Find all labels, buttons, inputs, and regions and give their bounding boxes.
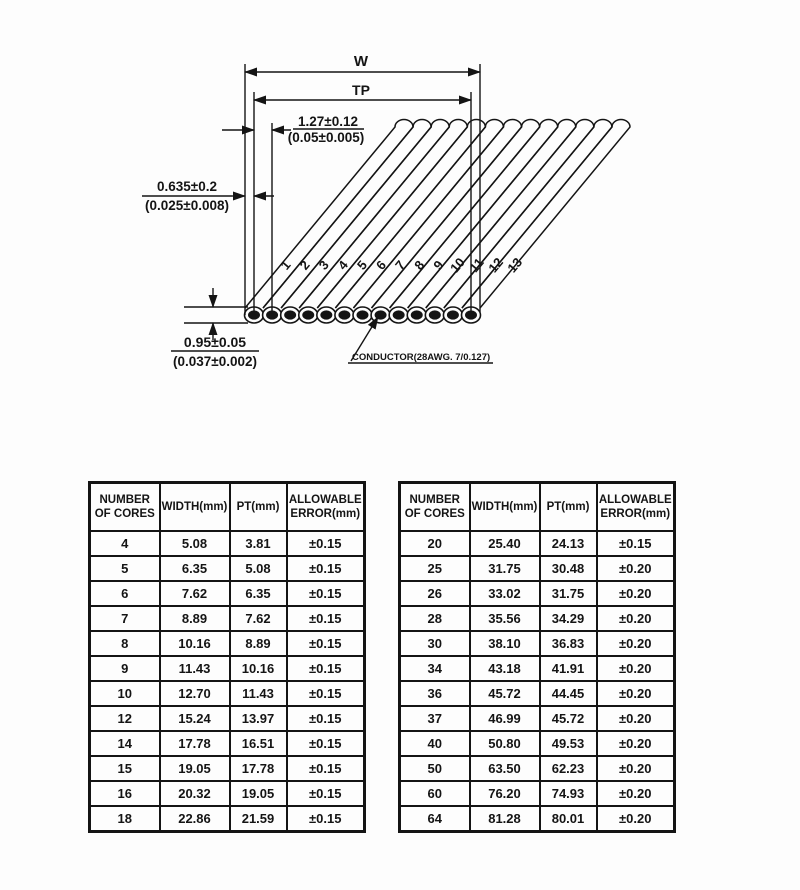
- pitch-mm-label: 1.27±0.12: [298, 114, 358, 129]
- conductor-core: [375, 310, 387, 319]
- table-cell: 25.40: [470, 531, 540, 556]
- conductor-tube: [281, 120, 449, 309]
- table-cell: 76.20: [470, 781, 540, 806]
- table-cell: ±0.15: [287, 656, 365, 681]
- table-cell: 20: [400, 531, 470, 556]
- table-row: [90, 581, 365, 606]
- table-cell: 8.89: [160, 606, 230, 631]
- conductor-number: 6: [372, 257, 390, 273]
- table-cell: ±0.20: [597, 581, 675, 606]
- conductor-number: 11: [466, 255, 487, 276]
- edge-inch-label: (0.025±0.008): [145, 198, 229, 213]
- table-row: [400, 731, 675, 756]
- table-cell: 28: [400, 606, 470, 631]
- table-cell: 45.72: [470, 681, 540, 706]
- conductor-number: 13: [504, 254, 526, 276]
- table-cell: ±0.20: [597, 606, 675, 631]
- table-cell: ±0.15: [287, 706, 365, 731]
- table-row: [90, 606, 365, 631]
- header-pt: PT(mm): [230, 483, 287, 532]
- table-row: [90, 756, 365, 781]
- conductor-core: [447, 310, 459, 319]
- table-cell: ±0.15: [287, 556, 365, 581]
- table-row: [90, 556, 365, 581]
- table-cell: ±0.15: [287, 731, 365, 756]
- table-cell: ±0.20: [597, 656, 675, 681]
- table-cell: ±0.20: [597, 731, 675, 756]
- thickness-inch-label: (0.037±0.002): [173, 354, 257, 369]
- header-pt: PT(mm): [540, 483, 597, 532]
- table-row: [400, 556, 675, 581]
- table-cell: 36: [400, 681, 470, 706]
- table-cell: 20.32: [160, 781, 230, 806]
- table-row: [90, 656, 365, 681]
- table-cell: 9: [90, 656, 160, 681]
- conductor-tube: [263, 120, 431, 309]
- table-cell: ±0.20: [597, 756, 675, 781]
- table-cell: ±0.15: [287, 756, 365, 781]
- table-cell: ±0.20: [597, 781, 675, 806]
- conductor-number: 10: [447, 254, 468, 276]
- table-cell: 21.59: [230, 806, 287, 832]
- conductor-number: 2: [296, 257, 313, 273]
- table-row: [90, 531, 365, 556]
- table-row: [400, 631, 675, 656]
- core-table-small-grid: [88, 481, 366, 833]
- conductor-core: [393, 310, 405, 319]
- table-row: [400, 781, 675, 806]
- table-cell: 64: [400, 806, 470, 832]
- table-row: [90, 731, 365, 756]
- table-cell: 8: [90, 631, 160, 656]
- table-cell: 12.70: [160, 681, 230, 706]
- conductor-core: [429, 310, 441, 319]
- conductor-number: 12: [485, 254, 507, 276]
- conductor-core: [284, 310, 296, 319]
- table-cell: ±0.15: [287, 806, 365, 832]
- table-cell: ±0.20: [597, 681, 675, 706]
- core-table-large-grid: [398, 481, 676, 833]
- table-cell: 60: [400, 781, 470, 806]
- table-cell: 6.35: [230, 581, 287, 606]
- pitch-inch-label: (0.05±0.005): [287, 130, 365, 145]
- core-table-large: [398, 481, 676, 833]
- table-cell: 7.62: [230, 606, 287, 631]
- table-cell: 7: [90, 606, 160, 631]
- table-cell: ±0.15: [287, 581, 365, 606]
- conductor-tube: [245, 120, 413, 309]
- table-cell: 43.18: [470, 656, 540, 681]
- table-cell: 50.80: [470, 731, 540, 756]
- table-cell: ±0.20: [597, 631, 675, 656]
- table-cell: 6.35: [160, 556, 230, 581]
- table-cell: 5: [90, 556, 160, 581]
- header-allowable-error: ALLOWABLE ERROR(mm): [287, 483, 365, 532]
- header-width: WIDTH(mm): [160, 483, 230, 532]
- table-cell: 15: [90, 756, 160, 781]
- table-row: [90, 631, 365, 656]
- conductor-note-label: CONDUCTOR(28AWG. 7/0.127): [352, 352, 491, 363]
- table-row: [90, 806, 365, 832]
- conductor-number: 5: [353, 257, 371, 273]
- table-header-row: [90, 483, 365, 532]
- table-cell: 17.78: [160, 731, 230, 756]
- table-cell: 18: [90, 806, 160, 832]
- extension-lines: [184, 64, 480, 323]
- cable-cross-section: [245, 307, 481, 323]
- conductor-number: 7: [392, 257, 409, 273]
- table-cell: 15.24: [160, 706, 230, 731]
- table-row: [400, 756, 675, 781]
- table-cell: 16.51: [230, 731, 287, 756]
- table-row: [400, 681, 675, 706]
- table-cell: 17.78: [230, 756, 287, 781]
- conductor-tube: [335, 120, 503, 309]
- table-cell: 36.83: [540, 631, 597, 656]
- w-dimension-label: W: [353, 53, 369, 70]
- table-row: [90, 681, 365, 706]
- table-cell: 63.50: [470, 756, 540, 781]
- table-cell: 19.05: [230, 781, 287, 806]
- table-cell: 5.08: [230, 556, 287, 581]
- header-number-of-cores: NUMBER OF CORES: [400, 483, 470, 532]
- table-cell: 30: [400, 631, 470, 656]
- table-cell: 4: [90, 531, 160, 556]
- table-cell: 5.08: [160, 531, 230, 556]
- table-cell: ±0.15: [287, 606, 365, 631]
- core-table-small: [88, 481, 366, 833]
- edge-mm-label: 0.635±0.2: [157, 179, 217, 194]
- table-cell: 46.99: [470, 706, 540, 731]
- table-row: [400, 606, 675, 631]
- conductor-core: [356, 310, 368, 319]
- table-row: [90, 781, 365, 806]
- table-row: [400, 531, 675, 556]
- table-cell: 31.75: [540, 581, 597, 606]
- table-cell: 11.43: [160, 656, 230, 681]
- table-cell: 12: [90, 706, 160, 731]
- table-cell: 11.43: [230, 681, 287, 706]
- table-cell: 45.72: [540, 706, 597, 731]
- conductor-core: [411, 310, 423, 319]
- table-cell: ±0.15: [287, 681, 365, 706]
- table-cell: 81.28: [470, 806, 540, 832]
- table-cell: 3.81: [230, 531, 287, 556]
- table-cell: 50: [400, 756, 470, 781]
- table-row: [400, 581, 675, 606]
- table-cell: ±0.15: [597, 531, 675, 556]
- table-cell: 34: [400, 656, 470, 681]
- conductor-tubes: [245, 120, 630, 309]
- table-cell: 74.93: [540, 781, 597, 806]
- conductor-number: 4: [334, 257, 351, 273]
- table-cell: 25: [400, 556, 470, 581]
- header-number-of-cores: NUMBER OF CORES: [90, 483, 160, 532]
- table-cell: 10.16: [160, 631, 230, 656]
- table-cell: ±0.20: [597, 806, 675, 832]
- table-row: [400, 706, 675, 731]
- conductor-number: 3: [315, 257, 332, 273]
- conductor-tube: [317, 120, 485, 309]
- table-cell: 8.89: [230, 631, 287, 656]
- conductor-number: 1: [277, 257, 294, 273]
- table-row: [400, 656, 675, 681]
- table-cell: 38.10: [470, 631, 540, 656]
- table-cell: 37: [400, 706, 470, 731]
- table-row: [90, 706, 365, 731]
- table-cell: 19.05: [160, 756, 230, 781]
- table-cell: 6: [90, 581, 160, 606]
- table-cell: 13.97: [230, 706, 287, 731]
- table-cell: 30.48: [540, 556, 597, 581]
- table-cell: 80.01: [540, 806, 597, 832]
- table-cell: ±0.15: [287, 531, 365, 556]
- table-cell: 14: [90, 731, 160, 756]
- table-header-row: [400, 483, 675, 532]
- conductor-tube: [296, 120, 467, 309]
- table-cell: 24.13: [540, 531, 597, 556]
- table-cell: ±0.15: [287, 631, 365, 656]
- header-allowable-error: ALLOWABLE ERROR(mm): [597, 483, 675, 532]
- table-cell: 62.23: [540, 756, 597, 781]
- table-cell: 33.02: [470, 581, 540, 606]
- table-cell: ±0.20: [597, 556, 675, 581]
- table-cell: 31.75: [470, 556, 540, 581]
- table-cell: 16: [90, 781, 160, 806]
- table-cell: 41.91: [540, 656, 597, 681]
- table-cell: 35.56: [470, 606, 540, 631]
- thickness-mm-label: 0.95±0.05: [183, 334, 247, 350]
- conductor-core: [320, 310, 332, 319]
- table-cell: 26: [400, 581, 470, 606]
- table-cell: 40: [400, 731, 470, 756]
- table-cell: 49.53: [540, 731, 597, 756]
- tp-dimension-label: TP: [352, 82, 370, 98]
- header-width: WIDTH(mm): [470, 483, 540, 532]
- conductor-number: 8: [411, 257, 428, 273]
- table-cell: ±0.20: [597, 706, 675, 731]
- conductor-core: [302, 310, 314, 319]
- table-cell: 10: [90, 681, 160, 706]
- table-cell: 34.29: [540, 606, 597, 631]
- conductor-core: [338, 310, 350, 319]
- table-cell: 22.86: [160, 806, 230, 832]
- table-cell: ±0.15: [287, 781, 365, 806]
- table-cell: 7.62: [160, 581, 230, 606]
- conductor-number: 9: [430, 257, 447, 273]
- table-cell: 44.45: [540, 681, 597, 706]
- table-row: [400, 806, 675, 832]
- table-cell: 10.16: [230, 656, 287, 681]
